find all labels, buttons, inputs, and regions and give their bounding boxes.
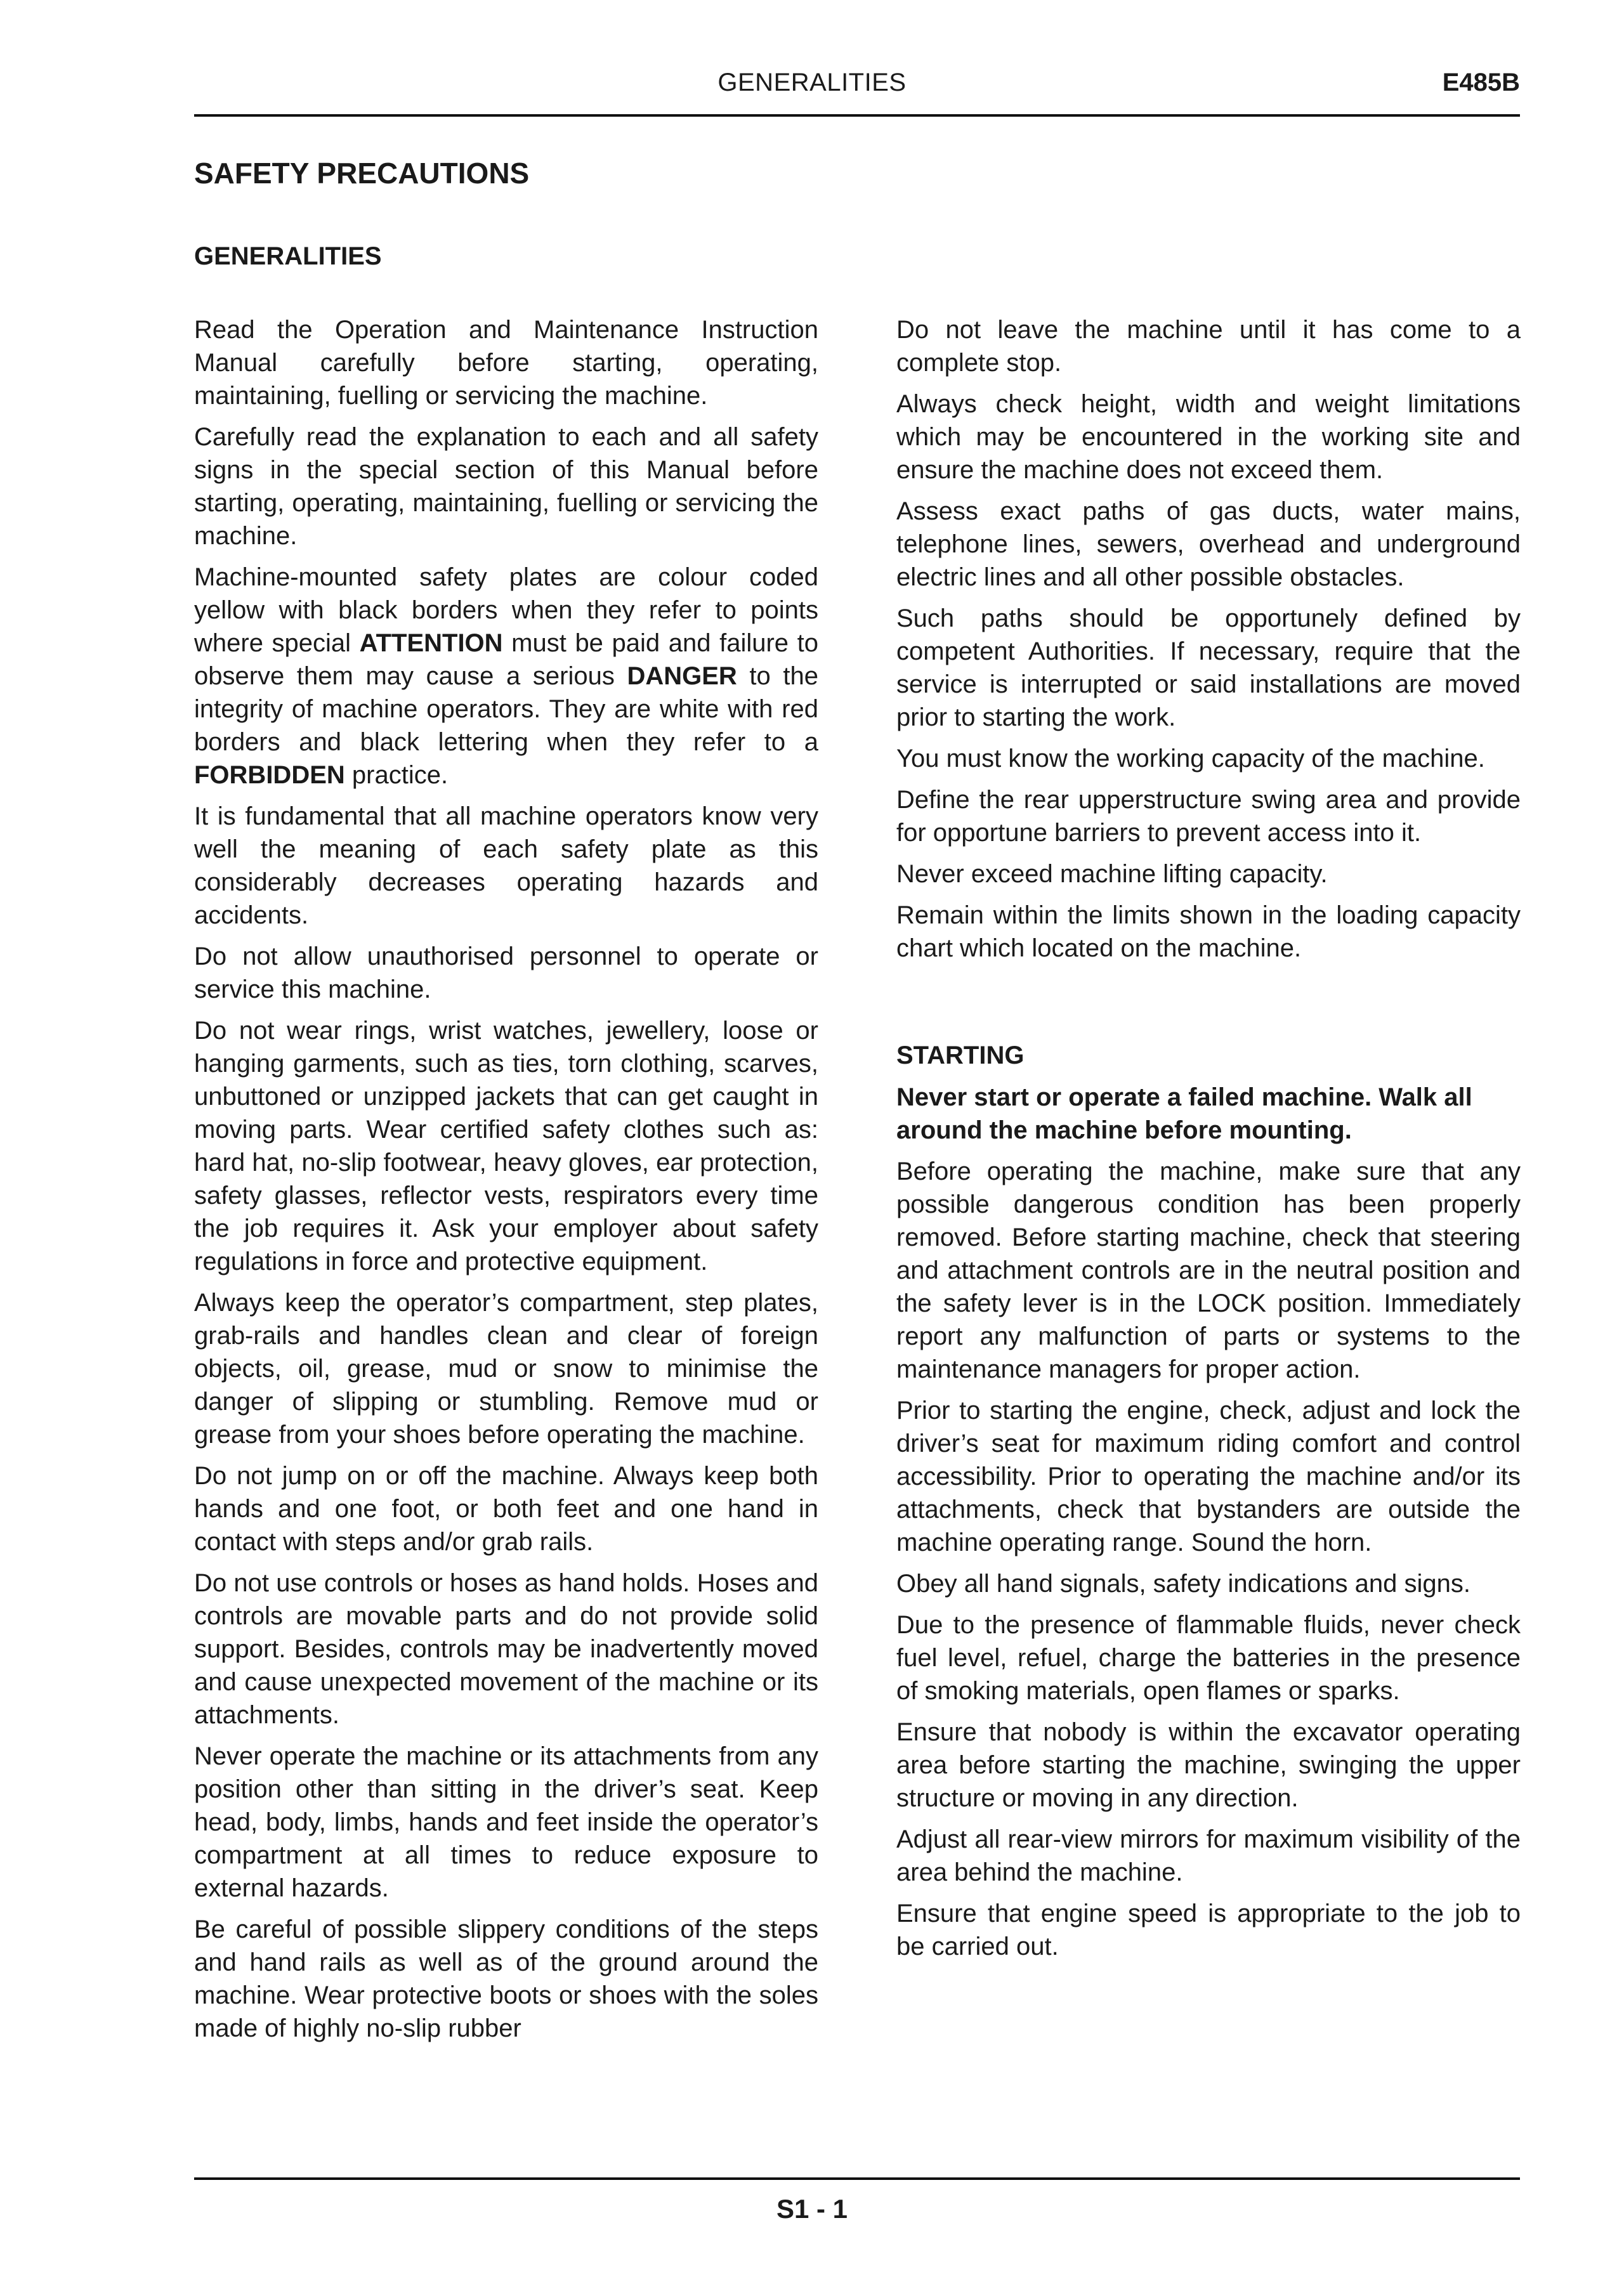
paragraph: Always keep the operator’s compartment, step plates, grab-rails and handles clean and clear of foreign objects, oil, grease, mud or snow to minimise the danger of slipping or stumbling. Remove mud or grease from your shoes before operating the machine. [194,1289,818,1449]
left-column [194,313,818,2053]
paragraph: Before operating the machine, make sure that any possible dangerous condition has been properly removed. Before starting machine, check that steering and attachment controls are in the neutral position and the safety lever is in the LOCK position. Immediately report any malfunction of parts or systems to the maintenance managers for proper action. [896,1158,1521,1383]
paragraph: Carefully read the explanation to each and all safety signs in the special section of this Manual before starting, operating, maintaining, fuelling or servicing the machine. [194,423,818,550]
paragraph: You must know the working capacity of the machine. [896,745,1485,773]
paragraph: Obey all hand signals, safety indications and signs. [896,1570,1470,1598]
paragraph: Prior to starting the engine, check, adjust and lock the driver’s seat for maximum riding comfort and control accessibility. Prior to operating the machine and/or its attachments, check that bystanders are outside the machine operating range. Sound the horn. [896,1397,1521,1556]
paragraph: Adjust all rear-view mirrors for maximum visibility of the area behind the machine. [896,1825,1521,1886]
right-column [896,313,1521,1971]
text-run: must be paid and failure to observe them may cause a serious [194,629,818,690]
text-run: practice. [344,761,449,789]
paragraph: It is fundamental that all machine operators know very well the meaning of each safety plate as this considerably decreases operating hazards and accidents. [194,802,818,929]
text-run: to the integrity of machine operators. They are white with red borders and black lettering when they refer to a [194,662,818,756]
page-number: S1 - 1 [776,2194,848,2224]
paragraph: Due to the presence of flammable fluids, never check fuel level, refuel, charge the batteries in the presence of smoking materials, open flames or sparks. [896,1611,1521,1705]
paragraph: Never exceed machine lifting capacity. [896,860,1328,888]
paragraph: Ensure that nobody is within the excavator operating area before starting the machine, swinging the upper structure or moving in any direction. [896,1718,1521,1812]
header-rule [194,114,1520,117]
paragraph: Read the Operation and Maintenance Instruction Manual carefully before starting, operating, maintaining, fuelling or servicing the machine. [194,316,818,410]
paragraph [194,561,818,792]
header-section-title: GENERALITIES [717,68,907,96]
section-heading: GENERALITIES [194,242,382,270]
paragraph: Never operate the machine or its attachments from any position other than sitting in the driver’s seat. Keep head, body, limbs, hands and feet inside the operator’s compartment at all times to reduce exposure to external hazards. [194,1742,818,1902]
paragraph: Do not allow unauthorised personnel to operate or service this machine. [194,943,818,1003]
starting-warning: Never start or operate a failed machine. Walk all around the machine before mounting. [896,1083,1472,1144]
section-spacer [896,973,1521,1039]
footer-rule [194,2177,1520,2180]
starting-heading: STARTING [896,1041,1025,1069]
paragraph: Do not use controls or hoses as hand holds. Hoses and controls are movable parts and do not provide solid support. Besides, controls may be inadvertently moved and cause unexpected movement of the machine or its attachments. [194,1569,818,1729]
paragraph: Do not wear rings, wrist watches, jewellery, loose or hanging garments, such as ties, torn clothing, scarves, unbuttoned or unzipped jackets that can get caught in moving parts. Wear certified safety clothes such as: hard hat, no-slip footwear, heavy gloves, ear protection, safety glasses, reflector vests, respirators every time the job requires it. Ask your employer about safety regulations in force and protective equipment. [194,1017,818,1275]
header-model: E485B [1442,68,1520,96]
paragraph: Do not leave the machine until it has come to a complete stop. [896,316,1521,377]
paragraph: Remain within the limits shown in the loading capacity chart which located on the machine. [896,901,1521,962]
paragraph: Define the rear upperstructure swing area and provide for opportune barriers to prevent access into it. [896,786,1521,847]
emphasis-forbidden: FORBIDDEN [194,761,345,789]
text-run: Machine-mounted safety plates are colour coded yellow with black borders when they refer to points where special [194,563,818,657]
paragraph: Assess exact paths of gas ducts, water mains, telephone lines, sewers, overhead and underground electric lines and all other possible obstacles. [896,497,1521,591]
emphasis-danger: DANGER [627,662,737,690]
paragraph: Ensure that engine speed is appropriate to the job to be carried out. [896,1900,1521,1960]
paragraph: Always check height, width and weight limitations which may be encountered in the working site and ensure the machine does not exceed them. [896,390,1521,484]
emphasis-attention: ATTENTION [359,629,503,657]
paragraph: Such paths should be opportunely defined by competent Authorities. If necessary, require that the service is interrupted or said installations are moved prior to starting the work. [896,604,1521,731]
paragraph: Be careful of possible slippery conditions of the steps and hand rails as well as of the ground around the machine. Wear protective boots or shoes with the soles made of highly no-slip rubber [194,1915,818,2042]
page-title: SAFETY PRECAUTIONS [194,157,530,190]
paragraph: Do not jump on or off the machine. Always keep both hands and one foot, or both feet and one hand in contact with steps and/or grab rails. [194,1462,818,1556]
